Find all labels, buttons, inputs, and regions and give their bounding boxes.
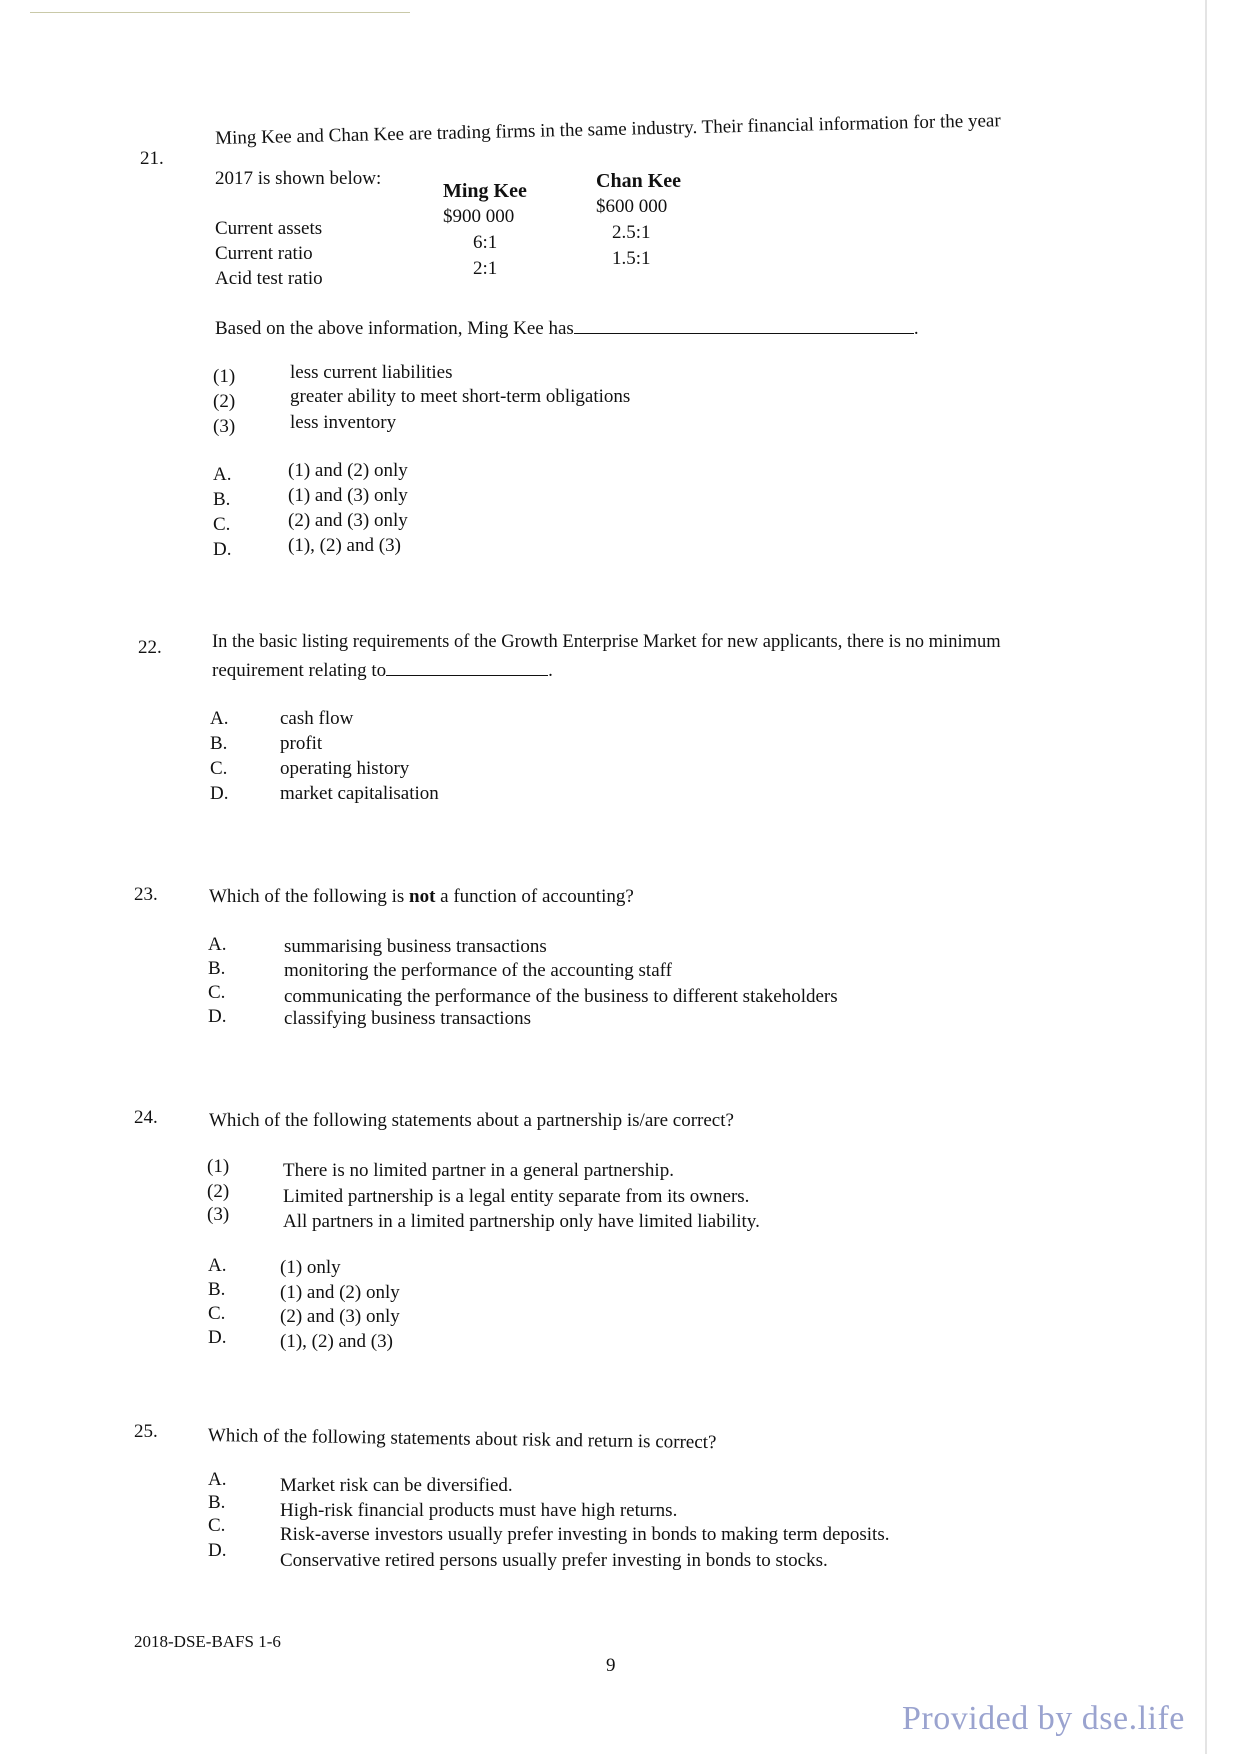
option-text: Conservative retired persons usually prefer investing in bonds to stocks. [280, 1550, 828, 1571]
option-text: High-risk financial products must have high returns. [280, 1500, 678, 1521]
stem-text-after: a function of accounting? [435, 886, 634, 907]
statement-text: Limited partnership is a legal entity separate from its owners. [283, 1186, 750, 1207]
chan-acid-test-ratio: 1.5:1 [612, 248, 651, 269]
watermark-link[interactable]: Provided by dse.life [902, 1700, 1185, 1737]
option-letter: C. [213, 514, 231, 535]
option-letter: D. [210, 783, 229, 804]
option-letter: C. [208, 1515, 226, 1536]
statement-text: All partners in a limited partnership only have limited liability. [283, 1211, 760, 1232]
row-label-current-assets: Current assets [215, 218, 323, 239]
option-text: classifying business transactions [284, 1008, 531, 1029]
statement-text: less current liabilities [290, 362, 453, 383]
prompt-text: Based on the above information, Ming Kee has [215, 318, 574, 340]
option-text: (2) and (3) only [288, 510, 408, 531]
answer-blank [386, 658, 548, 676]
option-letter: D. [208, 1540, 227, 1561]
ming-current-ratio: 6:1 [473, 232, 498, 253]
question-stem-line-2 [212, 658, 553, 682]
option-letter: D. [208, 1006, 227, 1027]
stem-emphasis: not [409, 886, 436, 907]
stem-text: requirement relating to [212, 660, 387, 682]
option-letter: C. [210, 758, 228, 779]
option-letter: A. [208, 934, 227, 955]
option-text: cash flow [280, 708, 354, 729]
option-text: monitoring the performance of the accounting staff [284, 960, 672, 981]
statement-number: (3) [213, 416, 236, 437]
row-label-acid-test-ratio: Acid test ratio [215, 268, 323, 289]
option-letter: A. [208, 1469, 227, 1490]
option-letter: B. [210, 733, 228, 754]
paper-code: 2018-DSE-BAFS 1-6 [134, 1632, 281, 1651]
question-stem-line-1: Ming Kee and Chan Kee are trading firms in the same industry. Their financial information for the year [215, 110, 1001, 149]
statement-number: (2) [213, 391, 236, 412]
statement-number: (1) [207, 1156, 230, 1177]
statement-number: (3) [207, 1204, 230, 1225]
scan-top-line [30, 12, 410, 13]
question-number: 22. [138, 637, 162, 658]
ming-acid-test-ratio: 2:1 [473, 258, 498, 279]
question-stem-line-1: In the basic listing requirements of the Growth Enterprise Market for new applicants, there is no minimum [212, 632, 1001, 652]
option-text: (1), (2) and (3) [280, 1331, 393, 1352]
question-number: 23. [134, 884, 158, 905]
chan-current-assets: $600 000 [596, 196, 668, 217]
column-header-chan-kee: Chan Kee [596, 170, 681, 192]
option-text: profit [280, 733, 323, 754]
question-stem: Which of the following statements about risk and return is correct? [207, 1425, 717, 1454]
option-letter: A. [213, 464, 232, 485]
option-letter: D. [208, 1327, 227, 1348]
option-letter: A. [208, 1255, 227, 1276]
prompt-end: . [913, 318, 919, 340]
option-text: (1) only [280, 1257, 341, 1278]
option-text: (1) and (3) only [288, 485, 408, 506]
statement-text: greater ability to meet short-term obligations [290, 386, 631, 407]
statement-number: (1) [213, 366, 236, 387]
option-letter: C. [208, 1303, 226, 1324]
question-stem: Which of the following statements about a partnership is/are correct? [209, 1110, 734, 1131]
option-letter: B. [208, 1279, 226, 1300]
statement-text: less inventory [290, 412, 397, 433]
column-header-ming-kee: Ming Kee [443, 180, 527, 202]
option-letter: B. [208, 1492, 226, 1513]
option-text: Market risk can be diversified. [280, 1475, 513, 1496]
statement-text: There is no limited partner in a general partnership. [283, 1160, 674, 1181]
option-text: (1) and (2) only [288, 460, 408, 481]
option-letter: B. [213, 489, 231, 510]
question-stem-line-2: 2017 is shown below: [215, 168, 382, 189]
question-stem [209, 886, 634, 908]
option-text: Risk-averse investors usually prefer investing in bonds to making term deposits. [280, 1524, 890, 1545]
option-letter: B. [208, 958, 226, 979]
answer-blank [574, 316, 914, 334]
scan-right-edge [1205, 0, 1207, 1754]
ming-current-assets: $900 000 [443, 206, 515, 227]
option-text: market capitalisation [280, 783, 439, 804]
option-text: summarising business transactions [284, 936, 547, 957]
stem-end: . [548, 660, 553, 682]
option-text: (1) and (2) only [280, 1282, 400, 1303]
option-text: communicating the performance of the business to different stakeholders [284, 986, 838, 1007]
question-number: 21. [140, 148, 164, 169]
page-number: 9 [606, 1655, 616, 1676]
option-text: operating history [280, 758, 410, 779]
option-letter: D. [213, 539, 232, 560]
question-number: 24. [134, 1107, 158, 1128]
option-letter: C. [208, 982, 226, 1003]
chan-current-ratio: 2.5:1 [612, 222, 651, 243]
option-text: (1), (2) and (3) [288, 535, 401, 556]
statement-number: (2) [207, 1181, 230, 1202]
row-label-current-ratio: Current ratio [215, 243, 313, 264]
option-letter: A. [210, 708, 229, 729]
question-prompt [215, 316, 919, 340]
question-number: 25. [134, 1421, 158, 1442]
option-text: (2) and (3) only [280, 1306, 400, 1327]
stem-text-before: Which of the following is [209, 886, 409, 907]
